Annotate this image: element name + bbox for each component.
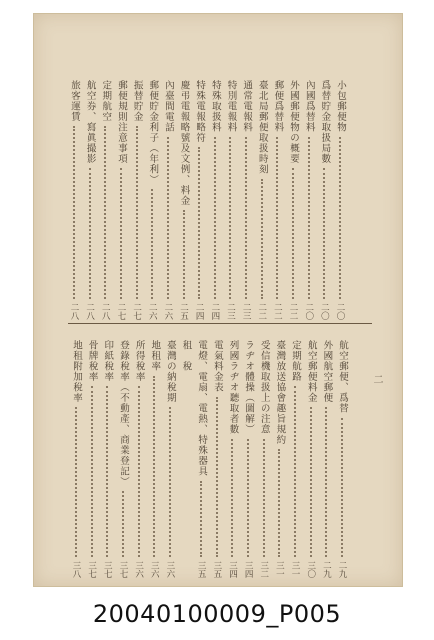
toc-entry — [336, 340, 348, 578]
toc-entry — [131, 80, 143, 320]
toc-entry-title: 小包郵便物 — [335, 80, 346, 133]
toc-entry-page: 二〇 — [319, 303, 330, 320]
toc-entry-page: 二二 — [256, 303, 267, 320]
toc-entry — [148, 340, 160, 578]
toc-entry-page: 三一 — [290, 561, 301, 578]
leader-dots — [169, 407, 171, 557]
toc-entry-page: 二三 — [241, 303, 252, 320]
toc-entry-page: 二九 — [321, 561, 332, 578]
toc-entry — [193, 80, 205, 320]
leader-dots — [122, 491, 124, 557]
toc-entry-page: 三七 — [102, 561, 113, 578]
toc-entry-title: 列國ラヂオ聽取者數 — [227, 340, 239, 435]
leader-dots — [183, 210, 185, 299]
leader-dots — [263, 439, 265, 558]
toc-entry-page: 二五 — [178, 303, 189, 320]
toc-entry-title: 印紙稅率 — [102, 340, 114, 382]
toc-entry-page: 三一 — [274, 561, 285, 578]
toc-entry — [211, 340, 223, 578]
leader-dots — [120, 168, 122, 299]
leader-dots — [308, 137, 310, 300]
page-number: 二 — [371, 374, 382, 384]
toc-entry-page: 三八 — [71, 561, 81, 578]
toc-entry-title: 臺灣の納稅期 — [164, 340, 176, 403]
toc-entry-title: 地租率 — [149, 340, 161, 372]
toc-entry-page: 二〇 — [335, 303, 345, 320]
toc-entry — [240, 80, 252, 320]
toc-entry — [133, 340, 145, 578]
toc-entry — [271, 80, 283, 320]
toc-entry-page: 二三 — [225, 303, 236, 320]
toc-entry-title: 旅客運賃 — [69, 80, 80, 122]
leader-dots — [91, 386, 93, 557]
toc-entry — [101, 340, 113, 578]
toc-entry-page: 二二 — [288, 303, 299, 320]
toc-entry-title: 定期航路 — [290, 340, 302, 382]
toc-entry-title: 外國郵便物の概要 — [288, 80, 300, 164]
toc-entry-page: 三〇 — [305, 561, 316, 578]
leader-dots — [153, 376, 155, 558]
toc-entry — [273, 340, 285, 578]
leader-dots — [339, 137, 341, 300]
toc-entry — [146, 80, 158, 320]
leader-dots — [310, 407, 312, 557]
toc-entry-page: 三六 — [133, 561, 144, 578]
toc-entry-page: 三四 — [227, 561, 238, 578]
leader-dots — [261, 179, 263, 300]
toc-entry-title: 電氣料金表 — [211, 340, 223, 393]
toc-entry-title: ラヂオ體操（圖解） — [243, 340, 255, 435]
toc-entry-title: 外國航空郵便 — [321, 340, 333, 403]
leader-dots — [341, 418, 343, 558]
toc-entry-title: 通常電報料 — [241, 80, 253, 133]
toc-entry-title: 地租附加稅率 — [71, 340, 82, 403]
toc-entry — [70, 340, 82, 578]
leader-dots — [229, 137, 231, 300]
leader-dots — [216, 397, 218, 558]
leader-dots — [245, 137, 247, 300]
toc-entry-title: 臺北局郵便取扱時刻 — [256, 80, 268, 175]
toc-entry-page: 二四 — [209, 303, 220, 320]
leader-dots — [294, 386, 296, 557]
toc-entry — [86, 340, 98, 578]
toc-entry-page: 二九 — [337, 561, 347, 578]
toc-entry — [320, 340, 332, 578]
toc-entry-title: 慶弔電報略號及文例、料金 — [178, 80, 190, 206]
leader-dots — [106, 386, 108, 557]
leader-dots — [151, 189, 153, 299]
toc-entry — [305, 340, 317, 578]
toc-entry-page: 二二 — [272, 303, 283, 320]
leader-dots — [136, 126, 138, 299]
toc-entry-page: 三五 — [211, 561, 222, 578]
toc-entry-title: 特別電報料 — [225, 80, 237, 133]
leader-dots — [73, 126, 75, 299]
leader-dots — [276, 137, 278, 300]
leader-dots — [292, 168, 294, 299]
toc-entry-page: 三四 — [243, 561, 254, 578]
toc-entry-page: 二八 — [69, 303, 79, 320]
leader-dots — [89, 168, 91, 299]
leader-dots — [231, 439, 233, 558]
leader-dots — [167, 137, 169, 300]
toc-entry — [258, 340, 270, 578]
toc-entry-page: 二四 — [194, 303, 205, 320]
toc-entry-title: 定期航空 — [100, 80, 112, 122]
leader-dots — [325, 407, 327, 557]
leader-dots — [138, 386, 140, 557]
toc-entry-title: 所得稅率 — [133, 340, 145, 382]
toc-entry — [180, 340, 192, 578]
toc-entry — [164, 340, 176, 578]
toc-entry — [224, 80, 236, 320]
toc-entry — [162, 80, 174, 320]
toc-entry — [289, 340, 301, 578]
toc-entry-title: 振替貯金 — [131, 80, 143, 122]
toc-top-section — [34, 80, 402, 320]
toc-entry — [209, 80, 221, 320]
toc-entry — [242, 340, 254, 578]
toc-entry-title: 電燈、電扇、電熱、特殊器具 — [196, 340, 208, 477]
toc-entry-title: 郵便規則注意事項 — [115, 80, 127, 164]
toc-entry — [195, 340, 207, 578]
toc-entry-page: 二〇 — [303, 303, 314, 320]
leader-dots — [198, 147, 200, 299]
toc-entry-title: 特殊電報略符 — [194, 80, 206, 143]
leader-dots — [214, 137, 216, 300]
leader-dots — [75, 407, 77, 557]
toc-entry-page: 三五 — [196, 561, 207, 578]
toc-bottom-section — [34, 340, 402, 578]
toc-entry-title: 航空券、寫眞撮影 — [84, 80, 96, 164]
toc-entry — [256, 80, 268, 320]
toc-entry — [287, 80, 299, 320]
toc-entry-page: 二八 — [84, 303, 95, 320]
toc-entry-page: 二七 — [115, 303, 126, 320]
leader-dots — [323, 168, 325, 299]
toc-entry — [318, 80, 330, 320]
toc-entry — [84, 80, 96, 320]
toc-entry-page: 二六 — [162, 303, 173, 320]
toc-entry-title: 航空郵便、爲替 — [337, 340, 348, 414]
toc-entry-title: 臺灣放送協會趣旨規約 — [274, 340, 286, 445]
toc-entry — [334, 80, 346, 320]
toc-entry-title: 受信機取扱上の注意 — [258, 340, 270, 435]
toc-entry-page: 二七 — [131, 303, 142, 320]
leader-dots — [104, 126, 106, 299]
toc-entry-page: 三七 — [117, 561, 128, 578]
toc-entry-page: 三六 — [164, 561, 175, 578]
leader-dots — [247, 439, 249, 558]
leader-dots — [200, 481, 202, 558]
toc-entry-page: 三六 — [149, 561, 160, 578]
toc-entry-title: 登錄稅率（不動產、商業登記） — [117, 340, 129, 487]
toc-entry — [115, 80, 127, 320]
section-divider — [68, 323, 372, 324]
toc-entry-page: 二八 — [100, 303, 111, 320]
toc-entry-page: 三二 — [258, 561, 269, 578]
leader-dots — [278, 449, 280, 557]
toc-entry — [68, 80, 80, 320]
toc-entry — [117, 340, 129, 578]
toc-entry-title: 爲替貯金取扱局數 — [319, 80, 331, 164]
toc-entry-title: 郵便爲替料 — [272, 80, 284, 133]
toc-entry — [226, 340, 238, 578]
toc-entry-title: 郵便貯金利子（年利） — [147, 80, 159, 185]
toc-entry-title: 內國爲替料 — [303, 80, 315, 133]
toc-entry-title: 租 稅 — [180, 340, 192, 372]
toc-entry-page: 二六 — [147, 303, 158, 320]
toc-entry — [303, 80, 315, 320]
toc-entry — [99, 80, 111, 320]
toc-entry-title: 內臺間電話 — [162, 80, 174, 133]
toc-entry-title: 特殊取扱料 — [209, 80, 221, 133]
toc-entry-title: 航空郵便料金 — [305, 340, 317, 403]
toc-entry-page: 三七 — [86, 561, 97, 578]
toc-entry-title: 骨牌稅率 — [86, 340, 98, 382]
book-page — [34, 14, 402, 586]
toc-entry — [178, 80, 190, 320]
image-caption: 20040100009_P005 — [92, 600, 342, 628]
